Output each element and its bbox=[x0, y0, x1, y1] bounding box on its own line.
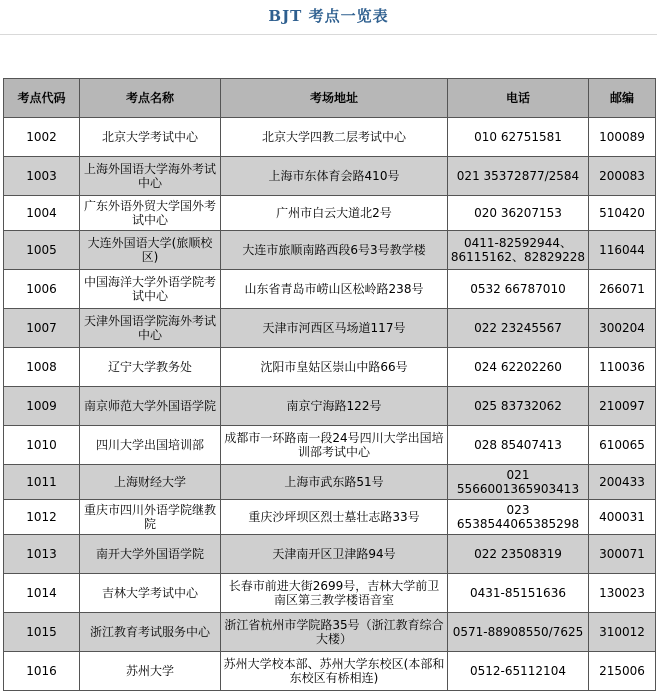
table-row bbox=[4, 231, 656, 270]
cell-address: 广州市白云大道北2号 bbox=[221, 196, 448, 231]
cell-code: 1012 bbox=[4, 500, 80, 535]
cell-address: 沈阳市皇姑区崇山中路66号 bbox=[221, 348, 448, 387]
cell-address: 上海市东体育会路410号 bbox=[221, 157, 448, 196]
cell-name: 重庆市四川外语学院继教院 bbox=[80, 500, 221, 535]
cell-address: 重庆沙坪坝区烈士墓壮志路33号 bbox=[221, 500, 448, 535]
cell-name: 四川大学出国培训部 bbox=[80, 426, 221, 465]
cell-address: 浙江省杭州市学院路35号（浙江教育综合大楼） bbox=[221, 613, 448, 652]
cell-code: 1008 bbox=[4, 348, 80, 387]
cell-code: 1009 bbox=[4, 387, 80, 426]
cell-code: 1005 bbox=[4, 231, 80, 270]
cell-name: 苏州大学 bbox=[80, 652, 221, 691]
table-row bbox=[4, 348, 656, 387]
table-row bbox=[4, 652, 656, 691]
cell-code: 1006 bbox=[4, 270, 80, 309]
cell-zip: 310012 bbox=[589, 613, 656, 652]
cell-zip: 130023 bbox=[589, 574, 656, 613]
cell-code: 1011 bbox=[4, 465, 80, 500]
page-title: BJT 考点一览表 bbox=[0, 0, 657, 35]
table-row bbox=[4, 196, 656, 231]
cell-code: 1007 bbox=[4, 309, 80, 348]
cell-name: 浙江教育考试服务中心 bbox=[80, 613, 221, 652]
cell-name: 南京师范大学外国语学院 bbox=[80, 387, 221, 426]
cell-phone: 0571-88908550/7625 bbox=[448, 613, 589, 652]
cell-phone: 020 36207153 bbox=[448, 196, 589, 231]
table-header-row bbox=[4, 79, 656, 118]
table-row bbox=[4, 118, 656, 157]
cell-name: 上海外国语大学海外考试中心 bbox=[80, 157, 221, 196]
cell-name: 北京大学考试中心 bbox=[80, 118, 221, 157]
column-header-name: 考点名称 bbox=[80, 79, 221, 118]
table-row bbox=[4, 535, 656, 574]
table-row bbox=[4, 426, 656, 465]
cell-address: 成都市一环路南一段24号四川大学出国培训部考试中心 bbox=[221, 426, 448, 465]
cell-phone: 010 62751581 bbox=[448, 118, 589, 157]
cell-name: 辽宁大学教务处 bbox=[80, 348, 221, 387]
cell-phone: 0532 66787010 bbox=[448, 270, 589, 309]
cell-zip: 100089 bbox=[589, 118, 656, 157]
cell-address: 长春市前进大街2699号，吉林大学前卫南区第三教学楼语音室 bbox=[221, 574, 448, 613]
cell-zip: 200083 bbox=[589, 157, 656, 196]
exam-center-table bbox=[3, 78, 656, 691]
table-row bbox=[4, 500, 656, 535]
cell-phone: 028 85407413 bbox=[448, 426, 589, 465]
cell-address: 山东省青岛市崂山区松岭路238号 bbox=[221, 270, 448, 309]
table-body bbox=[4, 118, 656, 691]
table-row bbox=[4, 387, 656, 426]
table-row bbox=[4, 157, 656, 196]
column-header-phone: 电话 bbox=[448, 79, 589, 118]
cell-code: 1010 bbox=[4, 426, 80, 465]
exam-center-table-wrapper bbox=[3, 78, 656, 691]
cell-phone: 021 35372877/2584 bbox=[448, 157, 589, 196]
cell-name: 天津外国语学院海外考试中心 bbox=[80, 309, 221, 348]
cell-address: 北京大学四教二层考试中心 bbox=[221, 118, 448, 157]
cell-phone: 0411-82592944、86115162、82829228 bbox=[448, 231, 589, 270]
cell-phone: 0431-85151636 bbox=[448, 574, 589, 613]
table-row bbox=[4, 465, 656, 500]
cell-phone: 021 5566001365903413 bbox=[448, 465, 589, 500]
cell-phone: 0512-65112104 bbox=[448, 652, 589, 691]
cell-phone: 023 6538544065385298 bbox=[448, 500, 589, 535]
cell-code: 1003 bbox=[4, 157, 80, 196]
cell-address: 大连市旅顺南路西段6号3号教学楼 bbox=[221, 231, 448, 270]
table-row bbox=[4, 270, 656, 309]
cell-name: 中国海洋大学外语学院考试中心 bbox=[80, 270, 221, 309]
cell-code: 1015 bbox=[4, 613, 80, 652]
cell-phone: 022 23508319 bbox=[448, 535, 589, 574]
column-header-address: 考场地址 bbox=[221, 79, 448, 118]
cell-zip: 266071 bbox=[589, 270, 656, 309]
cell-phone: 024 62202260 bbox=[448, 348, 589, 387]
cell-phone: 022 23245567 bbox=[448, 309, 589, 348]
cell-name: 吉林大学考试中心 bbox=[80, 574, 221, 613]
table-row bbox=[4, 574, 656, 613]
cell-zip: 215006 bbox=[589, 652, 656, 691]
cell-code: 1016 bbox=[4, 652, 80, 691]
cell-address: 上海市武东路51号 bbox=[221, 465, 448, 500]
table-row bbox=[4, 613, 656, 652]
cell-zip: 510420 bbox=[589, 196, 656, 231]
cell-name: 广东外语外贸大学国外考试中心 bbox=[80, 196, 221, 231]
table-row bbox=[4, 309, 656, 348]
cell-zip: 400031 bbox=[589, 500, 656, 535]
cell-code: 1013 bbox=[4, 535, 80, 574]
cell-code: 1014 bbox=[4, 574, 80, 613]
column-header-code: 考点代码 bbox=[4, 79, 80, 118]
cell-zip: 610065 bbox=[589, 426, 656, 465]
cell-name: 南开大学外国语学院 bbox=[80, 535, 221, 574]
cell-address: 苏州大学校本部、苏州大学东校区(本部和东校区有桥相连) bbox=[221, 652, 448, 691]
cell-address: 天津市河西区马场道117号 bbox=[221, 309, 448, 348]
cell-name: 大连外国语大学(旅顺校区) bbox=[80, 231, 221, 270]
cell-zip: 300204 bbox=[589, 309, 656, 348]
cell-code: 1002 bbox=[4, 118, 80, 157]
cell-zip: 210097 bbox=[589, 387, 656, 426]
cell-zip: 110036 bbox=[589, 348, 656, 387]
cell-phone: 025 83732062 bbox=[448, 387, 589, 426]
cell-code: 1004 bbox=[4, 196, 80, 231]
cell-name: 上海财经大学 bbox=[80, 465, 221, 500]
cell-zip: 116044 bbox=[589, 231, 656, 270]
column-header-zip: 邮编 bbox=[589, 79, 656, 118]
cell-address: 南京宁海路122号 bbox=[221, 387, 448, 426]
cell-zip: 300071 bbox=[589, 535, 656, 574]
cell-address: 天津南开区卫津路94号 bbox=[221, 535, 448, 574]
cell-zip: 200433 bbox=[589, 465, 656, 500]
